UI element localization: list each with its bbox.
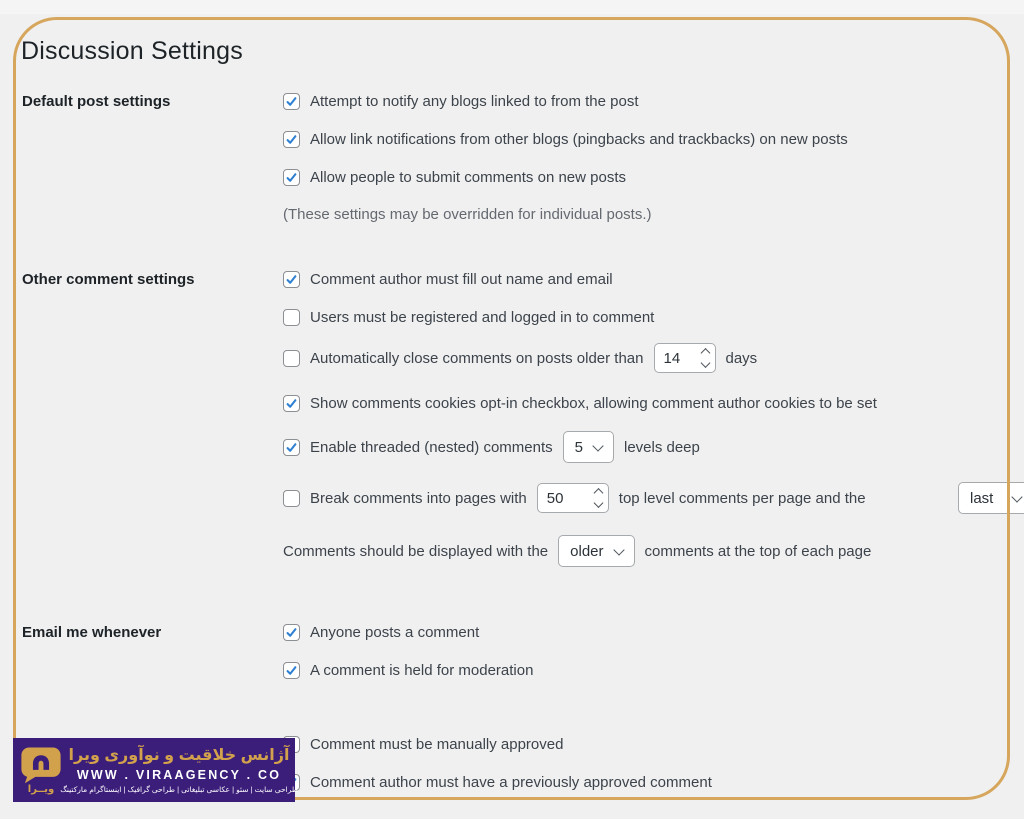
field-suffix-label: levels deep [623, 438, 700, 456]
speech-bubble-logo-icon [20, 745, 62, 785]
checkbox-label: Comment author must have a previously approved comment [310, 773, 712, 791]
logo-caption: ویــرا [27, 784, 55, 795]
select-value: last [970, 489, 994, 507]
per-page-stepper[interactable] [595, 490, 602, 507]
author-fill-checkbox[interactable] [283, 271, 300, 288]
setting-row-email-moderation [283, 654, 533, 686]
vira-agency-watermark [13, 738, 298, 802]
banner-text-block [60, 745, 298, 795]
setting-row-cookies-optin [283, 387, 877, 419]
setting-row-close-old-comments [283, 342, 757, 374]
agency-title: آژانس خلاقیت و نوآوری ویرا [68, 747, 290, 764]
checkbox-label: Allow people to submit comments on new posts [310, 168, 626, 186]
checkbox-label: Automatically close comments on posts older than [310, 349, 644, 367]
checkbox-label: Allow link notifications from other blogs (pingbacks and trackbacks) on new posts [310, 130, 848, 148]
threading-depth-select[interactable] [563, 431, 614, 463]
checkbox-label: Anyone posts a comment [310, 623, 480, 641]
setting-row-manual-approval [283, 728, 563, 760]
page-title: Discussion Settings [21, 36, 243, 65]
checkbox-label: A comment is held for moderation [310, 661, 534, 679]
setting-row-display-order [283, 535, 871, 567]
section-label-other-comment-settings: Other comment settings [22, 270, 195, 288]
field-suffix-label: days [725, 349, 758, 367]
default-page-select[interactable] [958, 482, 1024, 514]
checkbox-label: Users must be registered and logged in to comment [310, 308, 655, 326]
email-comment-checkbox[interactable] [283, 624, 300, 641]
setting-row-email-comment [283, 616, 479, 648]
field-prefix-label: Comments should be displayed with the [283, 542, 549, 560]
close-old-comments-checkbox[interactable] [283, 350, 300, 367]
allow-comments-checkbox[interactable] [283, 169, 300, 186]
threaded-comments-checkbox[interactable] [283, 439, 300, 456]
setting-row-must-register [283, 301, 654, 333]
checkbox-label: Attempt to notify any blogs linked to from the post [310, 92, 639, 110]
section-label-default-post-settings: Default post settings [22, 92, 171, 110]
setting-row-paginate-comments [283, 482, 994, 514]
email-moderation-checkbox[interactable] [283, 662, 300, 679]
override-note: (These settings may be overridden for individual posts.) [283, 205, 652, 223]
top-strip [0, 0, 1024, 14]
checkbox-label: Comment must be manually approved [310, 735, 564, 753]
checkbox-label: Break comments into pages with [310, 489, 527, 507]
setting-row-allow-comments [283, 161, 626, 193]
checkbox-label: Enable threaded (nested) comments [310, 438, 553, 456]
field-suffix-label: comments at the top of each page [644, 542, 872, 560]
vira-logo [15, 745, 67, 795]
chevron-down-icon [1011, 491, 1022, 502]
pingbacks-checkbox[interactable] [283, 131, 300, 148]
must-register-checkbox[interactable] [283, 309, 300, 326]
paginate-comments-checkbox[interactable] [283, 490, 300, 507]
days-stepper[interactable] [702, 350, 709, 367]
setting-row-previously-approved [283, 766, 712, 798]
checkbox-label: Show comments cookies opt-in checkbox, allowing comment author cookies to be set [310, 394, 877, 412]
setting-row-author-fill [283, 263, 613, 295]
setting-row-notify-blogs [283, 85, 639, 117]
section-label-email-me-whenever: Email me whenever [22, 623, 162, 641]
select-value: 5 [574, 438, 583, 456]
agency-website: WWW . VIRAAGENCY . CO [76, 768, 282, 782]
setting-row-pingbacks [283, 123, 848, 155]
agency-services: طراحی سایت | سئو | عکاسی تبلیغاتی | طراحی گرافیک | اینستاگرام مارکتینگ [60, 785, 298, 794]
comment-order-select[interactable] [558, 535, 634, 567]
checkbox-label: Comment author must fill out name and email [310, 270, 613, 288]
notify-blogs-checkbox[interactable] [283, 93, 300, 110]
comments-per-page-field [537, 483, 609, 513]
chevron-down-icon [613, 544, 624, 555]
close-comments-days-field [654, 343, 716, 373]
setting-row-threaded-comments [283, 431, 700, 463]
field-mid-label: top level comments per page and the [618, 489, 866, 507]
chevron-down-icon [592, 440, 603, 451]
cookies-optin-checkbox[interactable] [283, 395, 300, 412]
select-value: older [570, 542, 604, 560]
